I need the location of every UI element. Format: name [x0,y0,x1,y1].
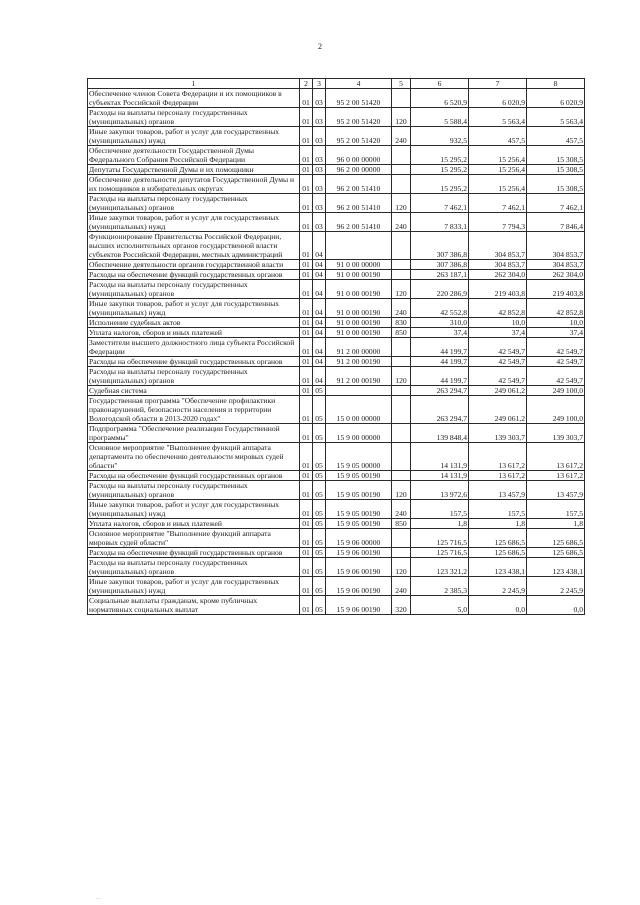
row-amount-col7-cell: 0,0 [469,596,527,615]
row-subsection-cell: 05 [313,386,326,396]
table-row [88,500,585,519]
row-amount-col7-cell: 139 303,7 [469,424,527,443]
row-amount-col7-cell: 1,8 [469,519,527,529]
row-amount-col7-cell: 219 403,8 [469,280,527,299]
row-subsection-cell: 03 [313,146,326,165]
row-amount-col6-cell: 125 716,5 [411,548,469,558]
row-amount-col7-cell: 42 549,7 [469,367,527,386]
row-target-article-cell: 15 9 06 00190 [326,558,392,577]
row-amount-col6-cell: 37,4 [411,328,469,338]
row-amount-col8-cell: 2 245,9 [527,577,585,596]
row-subsection-cell: 03 [313,213,326,232]
table-row [88,386,585,396]
row-subsection-cell: 05 [313,471,326,481]
header-col-4: 4 [326,79,392,89]
row-amount-col8-cell: 1,8 [527,519,585,529]
row-amount-col6-cell: 42 552,8 [411,299,469,318]
table-row [88,328,585,338]
row-amount-col8-cell: 139 303,7 [527,424,585,443]
row-target-article-cell: 15 9 06 00190 [326,596,392,615]
row-amount-col8-cell: 7 462,1 [527,194,585,213]
row-expense-type-cell [392,396,411,424]
row-amount-col7-cell: 6 020,9 [469,89,527,108]
table-row [88,165,585,175]
row-section-cell: 01 [300,328,313,338]
row-amount-col7-cell: 249 061,2 [469,396,527,424]
row-amount-col6-cell: 139 848,4 [411,424,469,443]
row-amount-col6-cell: 263 294,7 [411,396,469,424]
row-subsection-cell: 05 [313,424,326,443]
row-amount-col6-cell: 44 199,7 [411,338,469,357]
row-expense-type-cell [392,386,411,396]
row-target-article-cell: 91 0 00 00000 [326,260,392,270]
row-section-cell: 01 [300,357,313,367]
row-subsection-cell: 04 [313,367,326,386]
header-col-6: 6 [411,79,469,89]
row-section-cell: 01 [300,558,313,577]
budget-table [87,78,585,615]
row-section-cell: 01 [300,127,313,146]
row-amount-col7-cell: 15 256,4 [469,175,527,194]
row-amount-col7-cell: 125 686,5 [469,529,527,548]
row-subsection-cell: 03 [313,89,326,108]
row-expense-type-cell [392,443,411,471]
row-section-cell: 01 [300,338,313,357]
row-amount-col6-cell: 125 716,5 [411,529,469,548]
row-amount-col6-cell: 307 386,8 [411,260,469,270]
row-subsection-cell: 04 [313,338,326,357]
table-row [88,357,585,367]
row-amount-col6-cell: 44 199,7 [411,367,469,386]
row-section-cell: 01 [300,260,313,270]
row-subsection-cell: 05 [313,529,326,548]
row-amount-col6-cell: 14 131,9 [411,443,469,471]
row-section-cell: 01 [300,367,313,386]
row-section-cell: 01 [300,443,313,471]
row-subsection-cell: 04 [313,357,326,367]
row-amount-col7-cell: 15 256,4 [469,146,527,165]
row-amount-col8-cell: 304 853,7 [527,232,585,260]
table-row [88,367,585,386]
row-section-cell: 01 [300,548,313,558]
row-expense-type-cell: 240 [392,127,411,146]
row-name-cell: Расходы на выплаты персоналу государственных (муниципальных) органов [88,108,300,127]
row-target-article-cell [326,232,392,260]
row-section-cell: 01 [300,108,313,127]
row-expense-type-cell: 120 [392,108,411,127]
row-expense-type-cell [392,424,411,443]
table-row [88,108,585,127]
row-section-cell: 01 [300,194,313,213]
row-section-cell: 01 [300,165,313,175]
row-amount-col6-cell: 14 131,9 [411,471,469,481]
row-section-cell: 01 [300,280,313,299]
row-amount-col7-cell: 10,0 [469,318,527,328]
row-name-cell: Обеспечение деятельности депутатов Государственной Думы и их помощников в избирательных округах [88,175,300,194]
row-expense-type-cell [392,232,411,260]
row-amount-col8-cell: 157,5 [527,500,585,519]
row-amount-col7-cell: 42 852,8 [469,299,527,318]
row-expense-type-cell: 320 [392,596,411,615]
row-section-cell: 01 [300,386,313,396]
row-amount-col7-cell: 249 061,2 [469,386,527,396]
row-amount-col6-cell: 1,8 [411,519,469,529]
row-name-cell: Иные закупки товаров, работ и услуг для государственных (муниципальных) нужд [88,127,300,146]
row-amount-col6-cell: 13 972,6 [411,481,469,500]
row-subsection-cell: 05 [313,596,326,615]
row-subsection-cell: 05 [313,500,326,519]
row-name-cell: Иные закупки товаров, работ и услуг для государственных (муниципальных) нужд [88,299,300,318]
row-amount-col8-cell: 457,5 [527,127,585,146]
row-amount-col7-cell: 13 457,9 [469,481,527,500]
header-col-3: 3 [313,79,326,89]
row-section-cell: 01 [300,270,313,280]
row-expense-type-cell: 120 [392,481,411,500]
row-name-cell: Иные закупки товаров, работ и услуг для государственных (муниципальных) нужд [88,213,300,232]
row-target-article-cell: 91 0 00 00190 [326,299,392,318]
row-section-cell: 01 [300,175,313,194]
table-row [88,529,585,548]
row-section-cell: 01 [300,318,313,328]
row-amount-col7-cell: 262 304,0 [469,270,527,280]
row-target-article-cell: 91 0 00 00190 [326,328,392,338]
row-target-article-cell: 15 9 05 00000 [326,443,392,471]
row-name-cell: Расходы на выплаты персоналу государственных (муниципальных) органов [88,367,300,386]
row-amount-col6-cell: 263 294,7 [411,386,469,396]
row-section-cell: 01 [300,232,313,260]
row-subsection-cell: 04 [313,328,326,338]
row-amount-col7-cell: 7 794,3 [469,213,527,232]
row-name-cell: Иные закупки товаров, работ и услуг для государственных (муниципальных) нужд [88,577,300,596]
table-row [88,519,585,529]
row-name-cell: Функционирование Правительства Российской Федерации, высших исполнительных органов государственной власти субъектов Российской Федерации, местных администраций [88,232,300,260]
row-name-cell: Расходы на обеспечение функций государственных органов [88,548,300,558]
row-target-article-cell: 15 0 00 00000 [326,396,392,424]
row-name-cell: Иные закупки товаров, работ и услуг для государственных (муниципальных) нужд [88,500,300,519]
row-amount-col8-cell: 7 846,4 [527,213,585,232]
row-amount-col6-cell: 5,0 [411,596,469,615]
row-amount-col7-cell: 37,4 [469,328,527,338]
row-subsection-cell: 05 [313,548,326,558]
row-amount-col7-cell: 13 617,2 [469,443,527,471]
row-amount-col8-cell: 42 852,8 [527,299,585,318]
row-target-article-cell: 15 9 06 00190 [326,577,392,596]
row-target-article-cell: 95 2 00 51420 [326,108,392,127]
row-amount-col7-cell: 13 617,2 [469,471,527,481]
row-section-cell: 01 [300,519,313,529]
row-amount-col8-cell: 15 308,5 [527,165,585,175]
table-row [88,596,585,615]
row-subsection-cell: 05 [313,396,326,424]
row-name-cell: Уплата налогов, сборов и иных платежей [88,328,300,338]
row-amount-col6-cell: 15 295,2 [411,175,469,194]
row-subsection-cell: 04 [313,270,326,280]
row-amount-col7-cell: 304 853,7 [469,232,527,260]
row-subsection-cell: 03 [313,127,326,146]
row-amount-col8-cell: 37,4 [527,328,585,338]
row-name-cell: Уплата налогов, сборов и иных платежей [88,519,300,529]
table-row [88,318,585,328]
row-amount-col8-cell: 262 304,0 [527,270,585,280]
row-amount-col8-cell: 15 308,5 [527,175,585,194]
row-subsection-cell: 03 [313,194,326,213]
row-expense-type-cell [392,357,411,367]
row-section-cell: 01 [300,596,313,615]
row-amount-col6-cell: 15 295,2 [411,146,469,165]
row-target-article-cell: 96 0 00 00000 [326,146,392,165]
row-amount-col6-cell: 6 520,9 [411,89,469,108]
row-amount-col6-cell: 263 187,1 [411,270,469,280]
row-expense-type-cell [392,548,411,558]
row-expense-type-cell: 850 [392,519,411,529]
row-amount-col6-cell: 220 286,9 [411,280,469,299]
table-row [88,127,585,146]
page-number: 2 [318,42,322,51]
row-subsection-cell: 03 [313,165,326,175]
table-header-row [88,79,585,89]
row-target-article-cell: 95 2 00 51420 [326,127,392,146]
row-amount-col8-cell: 125 686,5 [527,529,585,548]
row-section-cell: 01 [300,481,313,500]
table-row [88,280,585,299]
row-target-article-cell: 91 2 00 00190 [326,357,392,367]
row-section-cell: 01 [300,529,313,548]
row-name-cell: Обеспечение деятельности органов государственной власти [88,260,300,270]
row-amount-col8-cell: 0,0 [527,596,585,615]
row-name-cell: Исполнение судебных актов [88,318,300,328]
table-row [88,213,585,232]
row-expense-type-cell: 120 [392,280,411,299]
row-amount-col6-cell: 932,5 [411,127,469,146]
row-expense-type-cell [392,270,411,280]
row-target-article-cell: 96 2 00 00000 [326,165,392,175]
row-expense-type-cell: 850 [392,328,411,338]
row-amount-col7-cell: 15 256,4 [469,165,527,175]
row-target-article-cell [326,386,392,396]
table-row [88,558,585,577]
row-name-cell: Расходы на выплаты персоналу государственных (муниципальных) органов [88,481,300,500]
row-target-article-cell: 15 9 06 00000 [326,529,392,548]
row-subsection-cell: 03 [313,108,326,127]
row-amount-col8-cell: 13 617,2 [527,471,585,481]
row-target-article-cell: 15 9 05 00190 [326,519,392,529]
row-amount-col8-cell: 10,0 [527,318,585,328]
row-amount-col8-cell: 249 100,0 [527,396,585,424]
row-target-article-cell: 95 2 00 51420 [326,89,392,108]
row-amount-col8-cell: 42 549,7 [527,357,585,367]
row-target-article-cell: 91 0 00 00190 [326,318,392,328]
row-expense-type-cell: 830 [392,318,411,328]
row-section-cell: 01 [300,213,313,232]
row-target-article-cell: 15 9 00 00000 [326,424,392,443]
table-row [88,396,585,424]
row-target-article-cell: 91 2 00 00190 [326,367,392,386]
row-amount-col8-cell: 6 020,9 [527,89,585,108]
table-row [88,89,585,108]
row-expense-type-cell: 240 [392,500,411,519]
header-col-1: 1 [88,79,300,89]
row-name-cell: Заместители высшего должностного лица субъекта Российской Федерации [88,338,300,357]
row-amount-col8-cell: 219 403,8 [527,280,585,299]
row-name-cell: Государственная программа "Обеспечение профилактики правонарушений, безопасности населения и территории Вологодской области в 2013-2020 годах" [88,396,300,424]
header-col-7: 7 [469,79,527,89]
table-row [88,481,585,500]
footer-mark: ... [96,893,102,901]
row-section-cell: 01 [300,396,313,424]
row-amount-col6-cell: 2 385,3 [411,577,469,596]
row-expense-type-cell: 120 [392,194,411,213]
row-subsection-cell: 04 [313,299,326,318]
row-subsection-cell: 04 [313,232,326,260]
row-amount-col8-cell: 5 563,4 [527,108,585,127]
row-expense-type-cell [392,338,411,357]
header-col-2: 2 [300,79,313,89]
row-amount-col8-cell: 13 617,2 [527,443,585,471]
row-subsection-cell: 04 [313,318,326,328]
row-target-article-cell: 96 2 00 51410 [326,194,392,213]
row-amount-col7-cell: 5 563,4 [469,108,527,127]
row-amount-col8-cell: 304 853,7 [527,260,585,270]
row-amount-col7-cell: 157,5 [469,500,527,519]
row-amount-col7-cell: 125 686,5 [469,548,527,558]
row-subsection-cell: 05 [313,443,326,471]
row-amount-col7-cell: 2 245,9 [469,577,527,596]
header-col-5: 5 [392,79,411,89]
row-expense-type-cell [392,471,411,481]
row-amount-col6-cell: 44 199,7 [411,357,469,367]
row-expense-type-cell [392,89,411,108]
row-subsection-cell: 04 [313,280,326,299]
row-amount-col7-cell: 457,5 [469,127,527,146]
table-row [88,270,585,280]
row-name-cell: Обеспечение членов Совета Федерации и их помощников в субъектах Российской Федерации [88,89,300,108]
row-target-article-cell: 91 0 00 00190 [326,270,392,280]
table-row [88,471,585,481]
row-expense-type-cell [392,175,411,194]
row-amount-col6-cell: 7 833,1 [411,213,469,232]
row-target-article-cell: 96 2 00 51410 [326,213,392,232]
row-amount-col6-cell: 7 462,1 [411,194,469,213]
row-name-cell: Подпрограмма "Обеспечение реализации Государственной программы" [88,424,300,443]
row-subsection-cell: 04 [313,260,326,270]
row-target-article-cell: 15 9 05 00190 [326,471,392,481]
row-section-cell: 01 [300,146,313,165]
row-amount-col6-cell: 307 386,8 [411,232,469,260]
row-name-cell: Расходы на обеспечение функций государственных органов [88,471,300,481]
row-name-cell: Расходы на обеспечение функций государственных органов [88,357,300,367]
row-section-cell: 01 [300,577,313,596]
row-target-article-cell: 15 9 05 00190 [326,500,392,519]
row-amount-col8-cell: 249 100,0 [527,386,585,396]
row-expense-type-cell: 240 [392,299,411,318]
row-expense-type-cell: 240 [392,213,411,232]
table-row [88,577,585,596]
table-row [88,194,585,213]
row-subsection-cell: 05 [313,577,326,596]
row-subsection-cell: 05 [313,558,326,577]
row-name-cell: Основное мероприятие "Выполнение функций аппарата департамента по обеспечению деятельности мировых судей области" [88,443,300,471]
row-amount-col7-cell: 123 438,1 [469,558,527,577]
row-expense-type-cell [392,529,411,548]
row-expense-type-cell: 120 [392,367,411,386]
table-row [88,299,585,318]
row-amount-col8-cell: 123 438,1 [527,558,585,577]
row-amount-col7-cell: 304 853,7 [469,260,527,270]
row-section-cell: 01 [300,89,313,108]
row-subsection-cell: 05 [313,519,326,529]
row-expense-type-cell: 120 [392,558,411,577]
row-target-article-cell: 91 2 00 00000 [326,338,392,357]
row-section-cell: 01 [300,500,313,519]
row-section-cell: 01 [300,299,313,318]
row-amount-col7-cell: 7 462,1 [469,194,527,213]
table-row [88,548,585,558]
row-name-cell: Расходы на выплаты персоналу государственных (муниципальных) органов [88,558,300,577]
row-name-cell: Расходы на выплаты персоналу государственных (муниципальных) органов [88,280,300,299]
row-amount-col6-cell: 15 295,2 [411,165,469,175]
row-amount-col6-cell: 123 321,2 [411,558,469,577]
row-target-article-cell: 15 9 06 00190 [326,548,392,558]
row-name-cell: Депутаты Государственной Думы и их помощники [88,165,300,175]
row-amount-col8-cell: 42 549,7 [527,367,585,386]
table-row [88,338,585,357]
row-name-cell: Судебная система [88,386,300,396]
row-name-cell: Расходы на обеспечение функций государственных органов [88,270,300,280]
row-expense-type-cell: 240 [392,577,411,596]
row-target-article-cell: 96 2 00 51410 [326,175,392,194]
table-row [88,175,585,194]
row-amount-col8-cell: 42 549,7 [527,338,585,357]
row-amount-col8-cell: 125 686,5 [527,548,585,558]
row-target-article-cell: 15 9 05 00190 [326,481,392,500]
row-target-article-cell: 91 0 00 00190 [326,280,392,299]
row-amount-col8-cell: 13 457,9 [527,481,585,500]
table-row [88,424,585,443]
row-amount-col6-cell: 5 588,4 [411,108,469,127]
row-section-cell: 01 [300,471,313,481]
row-name-cell: Обеспечение деятельности Государственной Думы Федерального Собрания Российской Федерации [88,146,300,165]
row-expense-type-cell [392,260,411,270]
row-amount-col8-cell: 15 308,5 [527,146,585,165]
row-subsection-cell: 05 [313,481,326,500]
header-col-8: 8 [527,79,585,89]
row-amount-col6-cell: 310,0 [411,318,469,328]
row-section-cell: 01 [300,424,313,443]
row-amount-col7-cell: 42 549,7 [469,338,527,357]
row-expense-type-cell [392,165,411,175]
table-row [88,443,585,471]
table-row [88,232,585,260]
table-row [88,146,585,165]
table-row [88,260,585,270]
row-name-cell: Социальные выплаты гражданам, кроме публичных нормативных социальных выплат [88,596,300,615]
row-name-cell: Расходы на выплаты персоналу государственных (муниципальных) органов [88,194,300,213]
row-amount-col7-cell: 42 549,7 [469,357,527,367]
row-subsection-cell: 03 [313,175,326,194]
row-name-cell: Основное мероприятие "Выполнение функций аппарата мировых судей области" [88,529,300,548]
row-expense-type-cell [392,146,411,165]
row-amount-col6-cell: 157,5 [411,500,469,519]
